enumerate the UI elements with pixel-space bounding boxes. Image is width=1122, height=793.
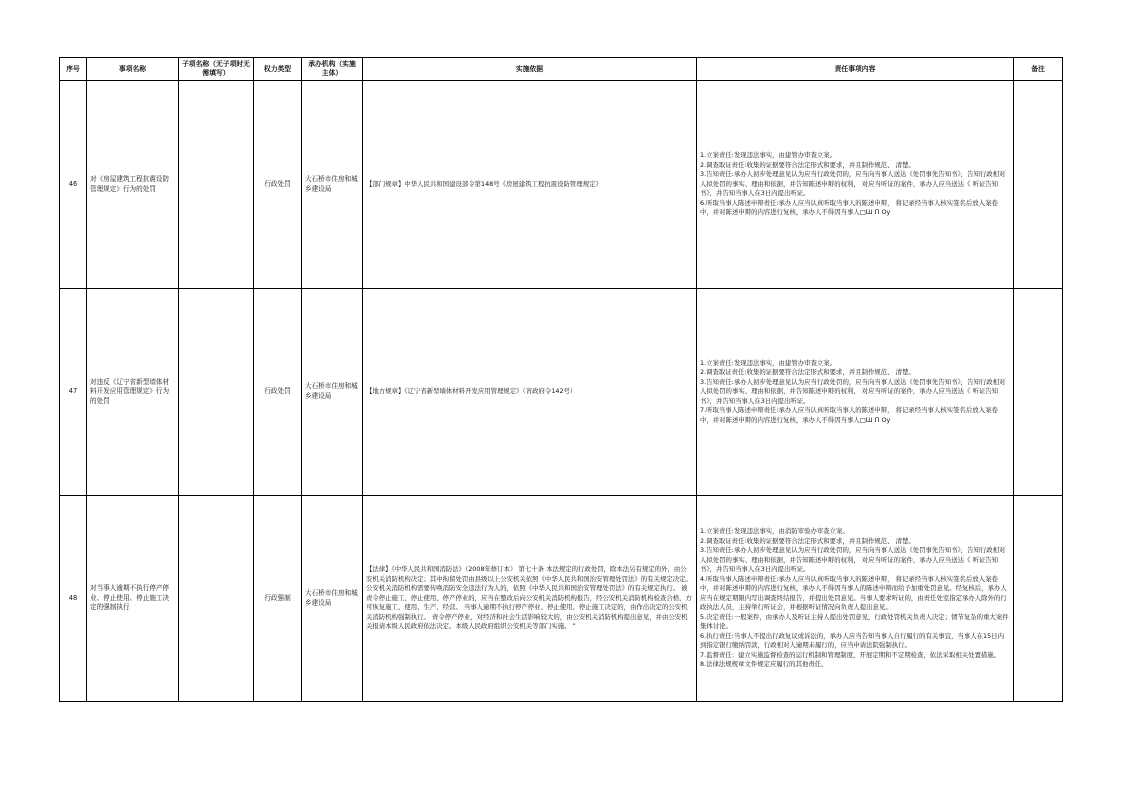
cell-item-name: 对违反《辽宁省新型墙体材料开发应用管理规定》行为的处罚 [87,289,179,496]
cell-sub-item [179,289,254,496]
cell-duty: 1.立案责任:发现违法事实，由建管办审查立案。 2.调查取证责任:收集的证据要符合法定形式和要求，并且制作规范、 清楚。 3.告知责任:承办人初步处理意见认为应当行政处罚的，应当向当事人送达《处罚事先告知书》，告知行政相对人拟处罚的事实、理由和依据，并告知陈述申辩的权利， 对应当听证的案件，承办人应当送达《 听证告知书》，并告知当事人在3日内提出听证。 6.听取当事人陈述申辩责任:承办人应当认真听取当事人的陈述申辩， 将记录经当事人核实签名后放入案卷中，并对陈述申辩的内容进行复核，承办人不得因当事人□Ш П Оy [697,81,1014,289]
cell-item-name: 对《房屋建筑工程抗震设防管理规定》行为的处罚 [87,81,179,289]
cell-seq: 46 [60,81,87,289]
cell-remark [1014,289,1063,496]
cell-basis: 【法律】《中华人民共和国消防法》（2008年修订本） 第七十条 本法规定的行政处罚，除本法另有规定的外，由公安机关消防机构决定；其中拘留处罚由县级以上公安机关依照《中华人民共和国治安管理处罚法》的有关规定决定。 公安机关消防机构需要传唤消防安全违法行为人的，依照《中华人民共和国治安管理处罚法》的有关规定执行。 被责令停止施工、停止使用、停产停业的，应当在整改后向公安机关消防机构报告，经公安机关消防机构检查合格，方可恢复施工、使用、生产、经营。 当事人逾期不执行停产停业、停止使用、停止施工决定的，由作出决定的公安机关消防机构强制执行。 责令停产停业，对经济和社会生活影响较大的，由公安机关消防机构提出意见，并由公安机关报请本级人民政府依法决定。本级人民政府组织公安机关等部门实施。 ” [363,496,697,702]
cell-sub-item [179,81,254,289]
cell-item-name: 对当事人逾期不执行停产停业、停止使用、停止施工决定的强制执行 [87,496,179,702]
cell-sub-item [179,496,254,702]
header-remark: 备注 [1014,58,1063,81]
header-power-type: 权力类型 [254,58,302,81]
cell-remark [1014,496,1063,702]
cell-power-type: 行政处罚 [254,289,302,496]
header-seq: 序号 [60,58,87,81]
cell-power-type: 行政处罚 [254,81,302,289]
header-row [60,58,1063,81]
table-row [60,289,1063,496]
header-duty: 责任事项内容 [697,58,1014,81]
header-basis: 实施依据 [363,58,697,81]
cell-basis: 【部门规章】中华人民共和国建设部令第148号《房屋建筑工程抗震设防管理规定》 [363,81,697,289]
header-item-name: 事项名称 [87,58,179,81]
cell-agency: 大石桥市住房和城乡建设局 [302,81,363,289]
cell-agency: 大石桥市住房和城乡建设局 [302,496,363,702]
cell-duty: 1.立案责任:发现违法事实，由建管办审查立案。 2.调查取证责任:收集的证据要符合法定形式和要求，并且制作规范、 清楚。 3.告知责任:承办人初步处理意见认为应当行政处罚的，应当向当事人送达《处罚事先告知书》，告知行政相对人拟处罚的事实、理由和依据，并告知陈述申辩的权利， 对应当听证的案件，承办人应当送达《 听证告知书》，并告知当事人在3日内提出听证。 7.听取当事人陈述申辩责任:承办人应当认真听取当事人的陈述申辩， 将记录经当事人核实签名后放入案卷中，并对陈述申辩的内容进行复核，承办人不得因当事人□Ш П Оy [697,289,1014,496]
header-sub-item: 子项名称（无子项时无需填写） [179,58,254,81]
table-row [60,81,1063,289]
cell-seq: 48 [60,496,87,702]
cell-basis: 【地方规章】《辽宁省新型墙体材料开发应用管理规定》（省政府令142号） [363,289,697,496]
cell-remark [1014,81,1063,289]
header-agency: 承办机构（实施主体） [302,58,363,81]
table-row [60,496,1063,702]
cell-power-type: 行政强制 [254,496,302,702]
responsibility-table [59,57,1063,702]
cell-agency: 大石桥市住房和城乡建设局 [302,289,363,496]
cell-seq: 47 [60,289,87,496]
cell-duty: 1.立案责任:发现违法事实，由消防审验办审查立案。 2.调查取证责任:收集的证据要符合法定形式和要求，并且制作规范、 清楚。 3.告知责任:承办人初步处理意见认为应当行政处罚的，应当向当事人送达《处罚事先告知书》，告知行政相对人拟处罚的事实、理由和依据，并告知陈述申辩的权利， 对应当听证的案件，承办人应当送达《 听证告知书》，并告知当事人在3日内提出听证。 4.听取当事人陈述申辩责任:承办人应当认真听取当事人的陈述申辩， 将记录经当事人核实签名后放入案卷中，并对陈述申辩的内容进行复核，承办人不得因当事人的陈述申辩而给予加重处罚意见。经复核后，承办人应当在规定期限内写出调查终结报告，并提出处罚意见。当事人要求听证的，由责任处室指定承办人除外的行政执法人员，主持举行听证会，并根据听证情况向负责人提出意见。 5.决定责任:一般案件，由承办人及听证主持人提出处罚意见，行政处罚机关负责人决定；情节复杂的重大案件集体讨论。 6.执行责任:当事人不提出行政复议或诉讼的，承办人应当告知当事人自行履行的有关事宜，当事人在15日内到指定银行缴纳罚款，行政相对人逾期未履行的，应当申请法院强制执行。 7.监督责任：建立实施监督检查的运行机制和管理制度，开展定期和不定期检查，依法采取相关处置措施。 8.法律法规规章文件规定应履行的其他责任。 [697,496,1014,702]
